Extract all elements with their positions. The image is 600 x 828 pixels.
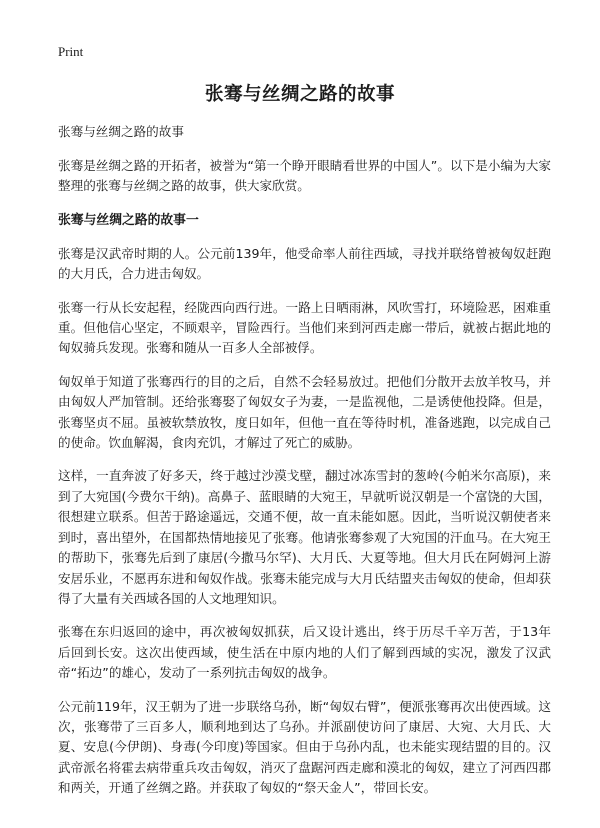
story-paragraph: 张骞是汉武帝时期的人。公元前139年，他受命率人前往西域，寻找并联络曾被匈奴赶跑的大月氏，合力进击匈奴。 [58,245,551,282]
story-paragraph: 张骞在东归返回的途中，再次被匈奴抓获，后又设计逃出，终于历尽千辛万苦，于13年后回到长安。这次出使西域，使生活在中原内地的人们了解到西域的实况，激发了汉武帝“拓边”的雄心，发动了一系列抗击匈奴的战争。 [58,624,551,681]
article-body [58,121,551,812]
story-paragraph: 张骞一行从长安起程，经陇西向西行进。一路上日晒雨淋，风吹雪打，环境险恶，困难重重。但他信心坚定，不顾艰辛，冒险西行。当他们来到河西走廊一带后，就被占据此地的匈奴骑兵发现。张骞和随从一百多人全部被俘。 [58,299,551,356]
section-heading: 张骞与丝绸之路的故事一 [58,212,199,228]
print-link[interactable]: Print [58,44,84,59]
intro-paragraph: 张骞是丝绸之路的开拓者，被誉为“第一个睁开眼睛看世界的中国人”。以下是小编为大家整理的张骞与丝绸之路的故事，供大家欣赏。 [58,158,551,194]
story-paragraph: 这样，一直奔波了好多天，终于越过沙漠戈壁，翻过冰冻雪封的葱岭(今帕米尔高原)，来到了大宛国(今费尔干纳)。高鼻子、蓝眼睛的大宛王，早就听说汉朝是一个富饶的大国，很想建立联系。但苦于路途遥远，交通不便，故一直未能如愿。因此，当听说汉朝使者来到时，喜出望外，在国都热情地接见了张骞。他请张骞参观了大宛国的汗血马。在大宛王的帮助下，张骞先后到了康居(今撒马尔罕)、大月氏、大夏等地。但大月氏在阿姆河上游安居乐业，不愿再东进和匈奴作战。张骞未能完成与大月氏结盟夹击匈奴的使命，但却获得了大量有关西域各国的人文地理知识。 [58,468,551,606]
story-paragraph: 匈奴单于知道了张骞西行的目的之后，自然不会轻易放过。把他们分散开去放羊牧马，并由匈奴人严加管制。还给张骞娶了匈奴女子为妻，一是监视他，二是诱使他投降。但是，张骞坚贞不屈。虽被软禁放牧，度日如年，但他一直在等待时机，准备逃跑，以完成自己的使命。饮血解渴，食肉充饥，才解过了死亡的威胁。 [58,373,551,451]
page-title: 张骞与丝绸之路的故事 [204,84,395,105]
story-paragraph: 公元前119年，汉王朝为了进一步联络乌孙，断“匈奴右臂”，便派张骞再次出使西域。这次，张骞带了三百多人，顺利地到达了乌孙。并派副使访问了康居、大宛、大月氏、大夏、安息(今伊朗)、身毒(今印度)等国家。但由于乌孙内乱，也未能实现结盟的目的。汉武帝派名将霍去病带重兵攻击匈奴，消灭了盘踞河西走廊和漠北的匈奴，建立了河西四郡和两关，开通了丝绸之路。并获取了匈奴的“祭天金人”，带回长安。 [58,698,551,796]
article-subtitle: 张骞与丝绸之路的故事 [58,124,184,139]
